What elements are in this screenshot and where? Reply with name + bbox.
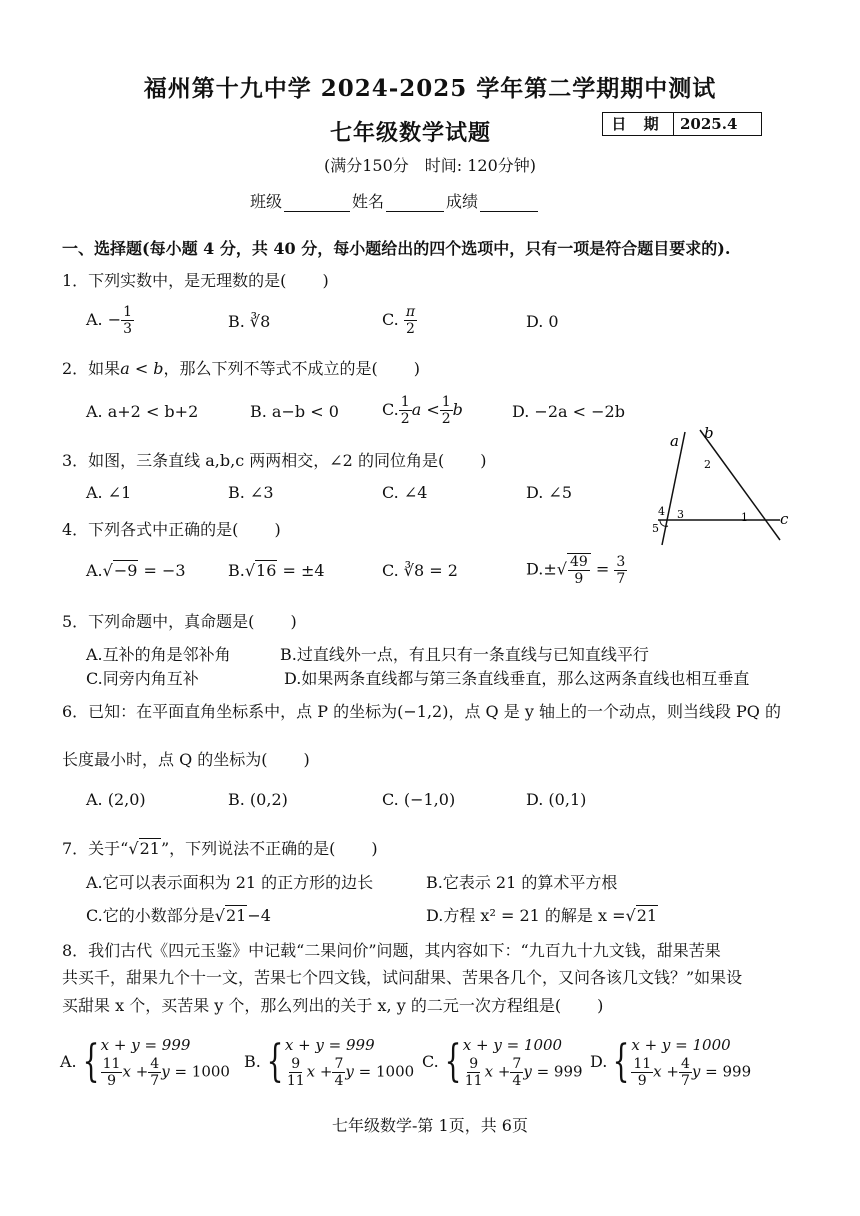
- question-8-line1: 8．我们古代《四元玉鉴》中记载“二果问价”问题，其内容如下：“九百九十九文钱，甜果苦果: [62, 941, 721, 960]
- q8-option-b: B. { x + y = 999 $\frac{9}{11}$ x + $\frac{7}{4}$ y = 1000: [244, 1035, 415, 1089]
- q8-option-a: A. { x + y = 999 $\frac{11}{9}$ x + $\frac{4}{7}$ y = 1000: [60, 1035, 230, 1089]
- student-info-fields: [250, 189, 540, 212]
- question-8-line3: 买甜果 x 个，买苦果 y 个，那么列出的关于 x, y 的二元一次方程组是( ): [62, 996, 604, 1015]
- q7-option-a: A.它可以表示面积为 21 的正方形的边长: [86, 873, 374, 892]
- question-4-stem: 4．下列各式中正确的是( ): [62, 520, 281, 539]
- q8-option-d: D. { x + y = 1000 $\frac{11}{9}$ x + $\frac{4}{7}$ y = 999: [590, 1035, 752, 1089]
- page-footer: 七年级数学-第 1页，共 6页: [332, 1116, 528, 1135]
- question-3-stem: 3．如图，三条直线 a,b,c 两两相交，∠2 的同位角是( ): [62, 451, 487, 470]
- label-angle-4: 4: [658, 505, 665, 518]
- q7-option-c: C.它的小数部分是√21−4: [86, 906, 271, 925]
- question-5-stem: 5．下列命题中，真命题是( ): [62, 612, 297, 631]
- label-angle-2: 2: [704, 458, 711, 471]
- question-6-line1: 6．已知：在平面直角坐标系中，点 P 的坐标为(−1,2)，点 Q 是 y 轴上的一个动点，则当线段 PQ 的: [62, 702, 782, 721]
- q5-option-c: C.同旁内角互补: [86, 669, 199, 688]
- q7-option-b: B.它表示 21 的算术平方根: [426, 873, 618, 892]
- q5-option-a: A.互补的角是邻补角: [86, 645, 231, 664]
- question-7-stem: 7．关于“√21”，下列说法不正确的是( ): [62, 839, 378, 858]
- q6-option-d: D. (0,1): [526, 790, 587, 809]
- label-b: b: [704, 424, 714, 442]
- exam-title: 福州第十九中学 2024-2025 学年第二学期期中测试: [143, 75, 717, 102]
- q7-option-d: D.方程 x² = 21 的解是 x =√21: [426, 906, 658, 925]
- q3-option-a: A. ∠1: [86, 483, 132, 502]
- date-value: 2025.4: [680, 115, 738, 133]
- date-label: 日 期: [603, 113, 674, 135]
- q3-option-b: B. ∠3: [228, 483, 274, 502]
- question-2-stem: 2．如果a < b，那么下列不等式不成立的是( ): [62, 359, 421, 378]
- q2-option-a: A. a+2 < b+2: [86, 402, 199, 421]
- q2-option-c: C. $\frac{1}{2}$ a < $\frac{1}{2}$ b: [382, 394, 463, 427]
- label-angle-1: 1: [741, 511, 748, 524]
- q4-option-d: D.±√ $\frac{49}{9}$ = $\frac{3}{7}$: [526, 553, 626, 587]
- line-b: [700, 430, 780, 540]
- q3-option-c: C. ∠4: [382, 483, 428, 502]
- grade-label: 成绩: [446, 192, 479, 211]
- q2-option-b: B. a−b < 0: [250, 402, 339, 421]
- q4-option-a: A.√−9 = −3: [86, 561, 186, 580]
- class-blank[interactable]: [284, 195, 350, 212]
- q4-option-b: B.√16 = ±4: [228, 561, 325, 580]
- q6-option-b: B. (0,2): [228, 790, 288, 809]
- exam-subtitle: 七年级数学试题: [330, 120, 492, 146]
- label-angle-5: 5: [652, 522, 659, 535]
- label-c: c: [780, 510, 789, 528]
- grade-blank[interactable]: [480, 195, 538, 212]
- q1-option-d: D. 0: [526, 312, 559, 331]
- question-1-stem: 1．下列实数中，是无理数的是( ): [62, 271, 329, 290]
- date-box: [602, 112, 762, 136]
- q1-option-b: B. ∛8: [228, 312, 271, 331]
- label-angle-3: 3: [677, 508, 684, 521]
- class-label: 班级: [250, 192, 283, 211]
- q4-option-c: C. ∛8 = 2: [382, 561, 458, 580]
- q3-option-d: D. ∠5: [526, 483, 573, 502]
- q2-option-d: D. −2a < −2b: [512, 402, 625, 421]
- label-a: a: [670, 432, 679, 450]
- q5-option-d: D.如果两条直线都与第三条直线垂直，那么这两条直线也相互垂直: [284, 669, 750, 688]
- q8-option-c: C. { x + y = 1000 $\frac{9}{11}$ x + $\frac{7}{4}$ y = 999: [422, 1035, 583, 1089]
- question-8-line2: 共买千，甜果九个十一文，苦果七个四文钱，试问甜果、苦果各几个，又问各该几文钱？”如果设: [62, 968, 743, 987]
- q1-option-a: A. − $\frac{1}{3}$: [86, 304, 133, 337]
- q1-option-c: C. $\frac{\pi}{2}$: [382, 304, 416, 337]
- score-time-note: (满分150分 时间: 120分钟): [323, 156, 537, 175]
- q6-option-a: A. (2,0): [86, 790, 146, 809]
- section-heading: 一、选择题(每小题 4 分，共 40 分，每小题给出的四个选项中，只有一项是符合题目要求的).: [62, 239, 731, 258]
- name-label: 姓名: [352, 192, 385, 211]
- q5-option-b: B.过直线外一点，有且只有一条直线与已知直线平行: [280, 645, 649, 664]
- name-blank[interactable]: [386, 195, 444, 212]
- three-lines-figure: [640, 420, 800, 550]
- question-6-line2: 长度最小时，点 Q 的坐标为( ): [62, 750, 310, 769]
- q6-option-c: C. (−1,0): [382, 790, 456, 809]
